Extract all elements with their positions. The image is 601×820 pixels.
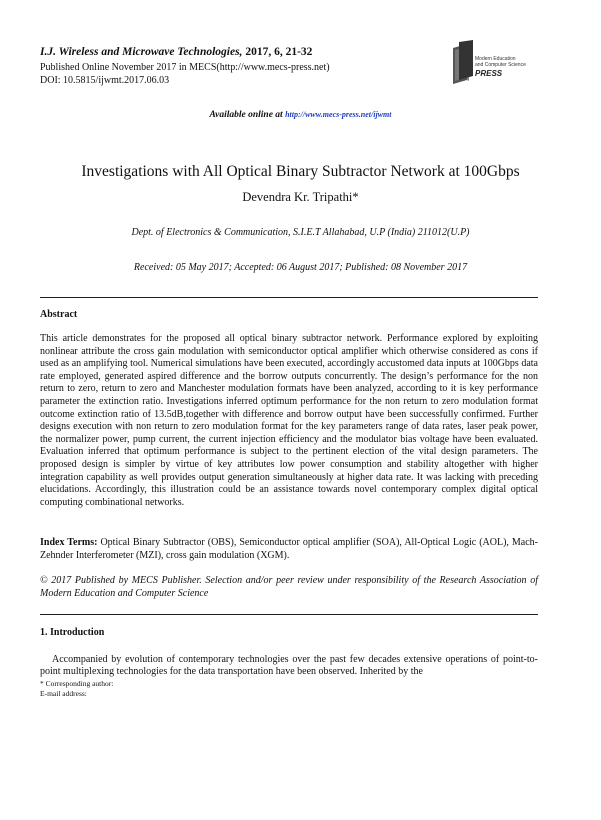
abstract-text: This article demonstrates for the proposed all optical binary subtractor network. Performance explored by exploiting nonlinear attribute the cross gain modulation with semiconductor optical amplifier which otherwise considered as cons if used as an amplifying tool. Numerical simulations have been executed, accordingly accustomed data inputs at 100Gbps data rate employed, generated aspired difference and the borrow outputs concurrently. The design’s performance for the non return to zero, return to zero and Manchester modulation formats have been analyzed, according to it is key performance parameter the extinction ratio. Investigations inferred optimum performance for the non return to zero modulation format outcome extinction ratio of 13.5dB,together with difference and borrow output have been successfully confirmed. Further designs execution with non return to zero modulation format for the key parameters range of data rates, laser peak power, the normalizer power, pump current, the current injection efficiency and the modulator bias voltage have been evaluated. Evaluation inferred that optimum performance is subject to the pertinent election of the vital design parameters. The proposed design is simpler by virtue of key attributes low power consumption and stability altogether with higher integration capability as well provides output generation simultaneously at higher data rate. It was lacking with preceding elucidations. Accordingly, this illustration could be an assistance towards novel contemporary complex digital optical computing combinational networks. xyxy=(40,333,538,508)
available-label: Available online at xyxy=(209,110,286,120)
index-terms-text: Optical Binary Subtractor (OBS), Semiconductor optical amplifier (SOA), All-Optical Logic (AOL), Mach-Zehnder Interferometer (MZI), cross gain modulation (XGM). xyxy=(40,537,538,561)
doi-line: DOI: 10.5815/ijwmt.2017.06.03 xyxy=(40,74,170,86)
book-icon xyxy=(453,40,473,84)
journal-url-link[interactable]: http://www.mecs-press.net/ijwmt xyxy=(285,110,392,119)
mecs-press-logo xyxy=(447,40,567,90)
logo-line-3: PRESS xyxy=(475,69,503,78)
footnote-corresponding: * Corresponding author: xyxy=(40,679,114,688)
footnote xyxy=(40,679,113,699)
published-line: Published Online November 2017 in MECS(http://www.mecs-press.net) xyxy=(40,62,330,73)
author-affiliation: Dept. of Electronics & Communication, S.I.E.T Allahabad, U.P (India) 211012(U.P) xyxy=(131,227,470,238)
paper-author: Devendra Kr. Tripathi* xyxy=(242,190,359,204)
index-terms-label: Index Terms: xyxy=(40,537,98,548)
publication-info xyxy=(40,62,330,87)
copyright-notice: © 2017 Published by MECS Publisher. Selection and/or peer review under responsibility of the Research Association of Modern Education and Computer Science xyxy=(40,575,538,599)
divider-top xyxy=(40,297,538,298)
journal-title-line xyxy=(40,46,312,58)
abstract-heading: Abstract xyxy=(40,309,78,320)
introduction-text: Accompanied by evolution of contemporary technologies over the past few decades extensive operations of point-to-point multiplexing technologies for the data transportation have been observed. Inherited by the xyxy=(40,654,538,678)
paper-title: Investigations with All Optical Binary Subtractor Network at 100Gbps xyxy=(81,163,520,180)
journal-volume: 2017, 6, 21-32 xyxy=(242,46,313,58)
index-terms xyxy=(40,537,538,562)
publication-dates: Received: 05 May 2017; Accepted: 06 August 2017; Published: 08 November 2017 xyxy=(133,262,468,273)
introduction-heading: 1. Introduction xyxy=(40,627,105,638)
journal-name: I.J. Wireless and Microwave Technologies, xyxy=(40,46,243,58)
available-online xyxy=(0,110,601,120)
logo-line-2: and Computer Science xyxy=(475,62,526,68)
divider-bottom xyxy=(40,614,538,615)
footnote-email: E-mail address: xyxy=(40,689,87,698)
logo-line-1: Modern Education xyxy=(475,56,516,62)
